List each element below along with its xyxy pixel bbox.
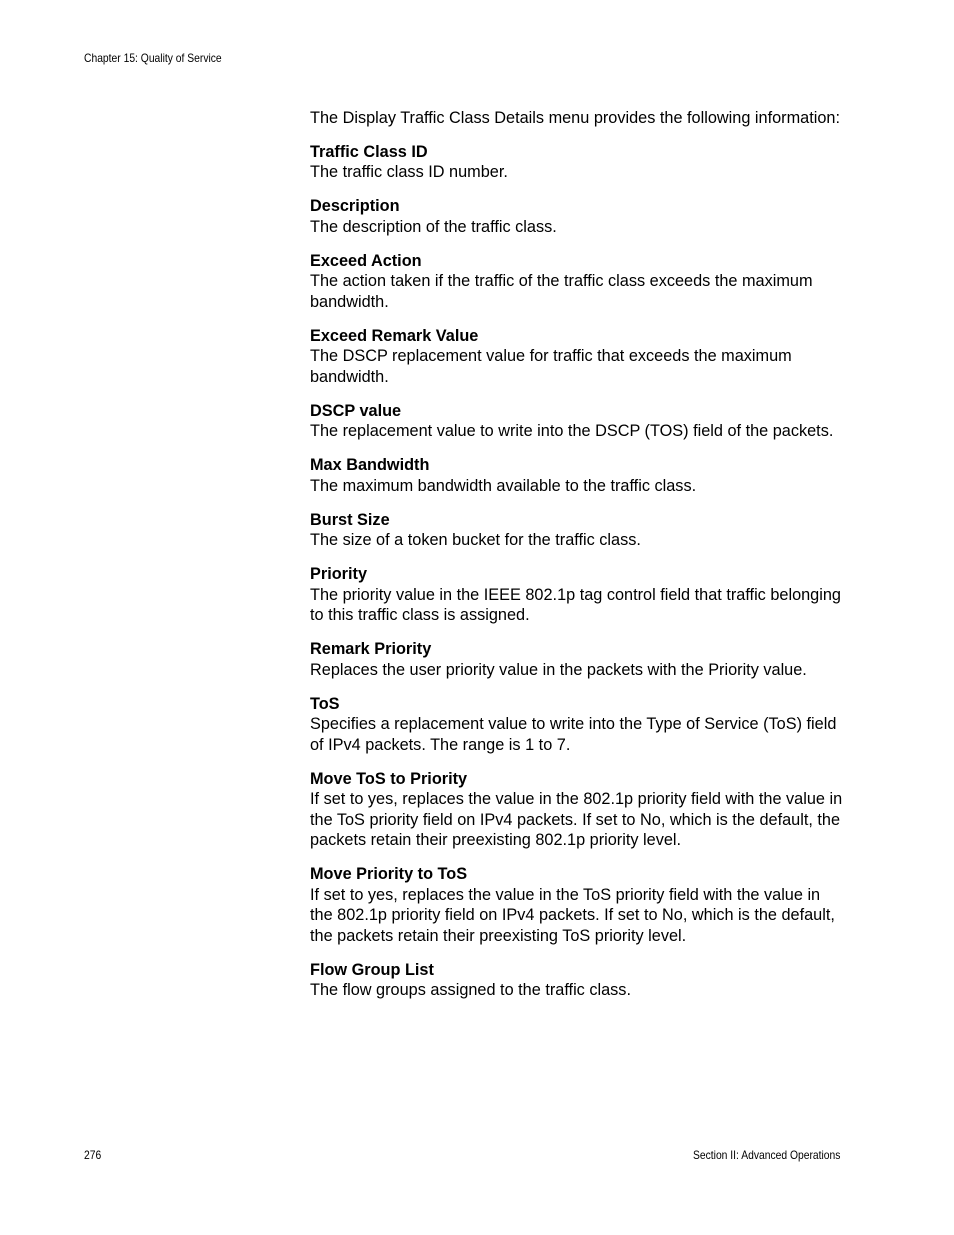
main-content [310, 108, 845, 1014]
definition-entry [310, 196, 845, 237]
definition-description: The maximum bandwidth available to the traffic class. [310, 476, 697, 495]
definition-entry [310, 455, 845, 496]
definition-description: The traffic class ID number. [310, 163, 508, 181]
definition-entry [310, 864, 845, 946]
definition-description: The priority value in the IEEE 802.1p tag control field that traffic belonging to this traffic class is assigned. [310, 585, 841, 624]
definition-term: Priority [310, 565, 368, 583]
definition-entry [310, 564, 845, 626]
definition-description: Specifies a replacement value to write into the Type of Service (ToS) field of IPv4 packets. The range is 1 to 7. [310, 715, 837, 754]
definition-term: Flow Group List [310, 960, 434, 979]
definition-term: Burst Size [310, 510, 390, 529]
definition-entry [310, 694, 845, 756]
definition-entry [310, 769, 845, 851]
definition-description: If set to yes, replaces the value in the 802.1p priority field with the value in the ToS priority field on IPv4 packets. If set to No, which is the default, the packets retain their preexisting 802.1p priority level. [310, 790, 843, 849]
definition-entry [310, 639, 845, 680]
definition-description: If set to yes, replaces the value in the ToS priority field with the value in the 802.1p priority field on IPv4 packets. If set to No, which is the default, the packets retain their preexisting ToS priority level. [310, 885, 835, 945]
definition-entry [310, 142, 845, 183]
definition-term: Move ToS to Priority [310, 769, 468, 788]
definition-term: ToS [310, 694, 340, 713]
definition-term: Max Bandwidth [310, 456, 430, 474]
definition-term: Description [310, 197, 400, 215]
section-footer: Section II: Advanced Operations [692, 1148, 840, 1162]
definition-description: The size of a token bucket for the traffic class. [310, 531, 641, 549]
definition-description: The DSCP replacement value for traffic that exceeds the maximum bandwidth. [310, 347, 792, 386]
definition-term: DSCP value [310, 401, 402, 420]
definition-entry [310, 960, 845, 1001]
definition-description: The replacement value to write into the DSCP (TOS) field of the packets. [310, 422, 834, 440]
definition-description: The flow groups assigned to the traffic class. [310, 981, 631, 999]
definition-term: Traffic Class ID [310, 142, 428, 161]
definition-term: Move Priority to ToS [310, 865, 468, 883]
page-number: 276 [84, 1148, 102, 1162]
definition-entry [310, 326, 845, 388]
definition-entry [310, 510, 845, 551]
definition-term: Remark Priority [310, 640, 432, 658]
definition-description: The action taken if the traffic of the traffic class exceeds the maximum bandwidth. [310, 272, 813, 311]
definition-term: Exceed Action [310, 251, 422, 270]
definition-description: Replaces the user priority value in the packets with the Priority value. [310, 660, 807, 679]
running-header: Chapter 15: Quality of Service [84, 51, 222, 65]
definition-term: Exceed Remark Value [310, 326, 479, 345]
definition-description: The description of the traffic class. [310, 217, 557, 236]
definition-entry [310, 251, 845, 313]
intro-paragraph: The Display Traffic Class Details menu provides the following information: [310, 109, 840, 127]
definition-entry [310, 401, 845, 442]
